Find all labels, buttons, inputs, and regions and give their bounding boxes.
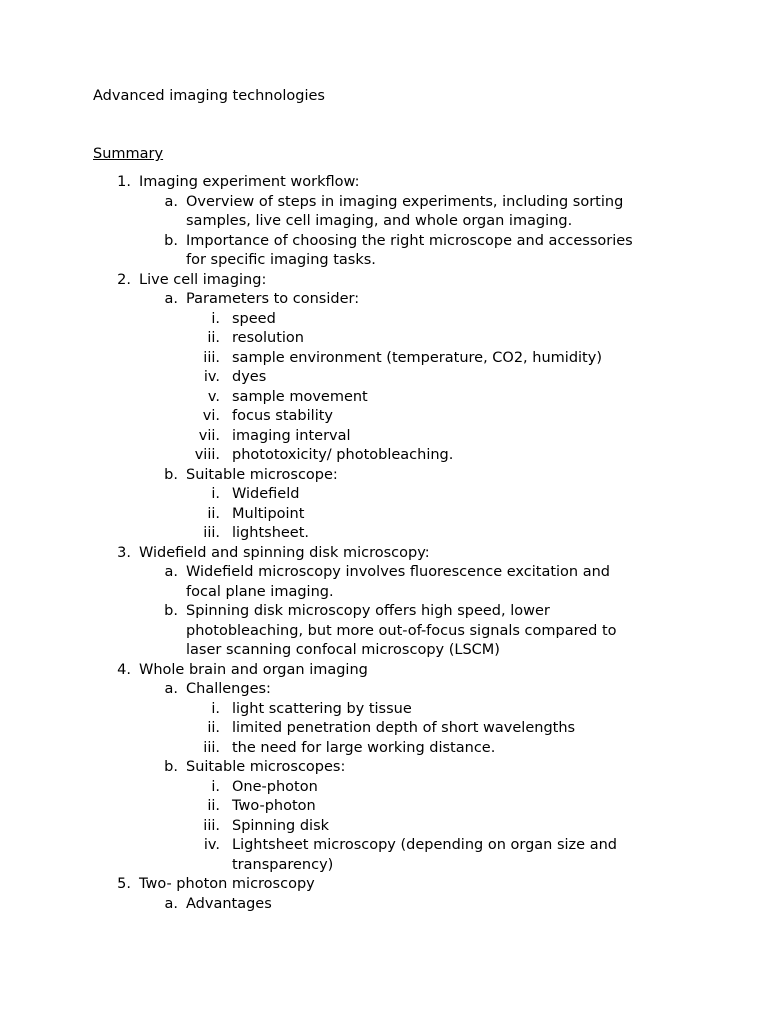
outline-item-level-3 bbox=[0, 524, 768, 544]
outline-item-level-2 bbox=[0, 193, 768, 232]
summary-heading: Summary bbox=[93, 146, 164, 162]
list-item-text: Advantages bbox=[186, 895, 272, 912]
list-item-text: Parameters to consider: bbox=[186, 291, 360, 307]
outline-item-level-1 bbox=[0, 875, 768, 895]
list-item-text: sample movement bbox=[232, 388, 368, 405]
list-marker: vi. bbox=[202, 408, 220, 424]
list-marker: v. bbox=[207, 388, 220, 405]
list-item-text: Multipoint bbox=[232, 505, 305, 522]
outline-item-level-3 bbox=[0, 446, 768, 466]
list-marker: ii. bbox=[207, 798, 220, 814]
list-item-text: Overview of steps in imaging experiments, including sorting bbox=[186, 193, 624, 210]
list-item-text: Lightsheet microscopy (depending on organ size and bbox=[232, 837, 617, 853]
list-item-text: Two-photon bbox=[232, 798, 316, 814]
list-marker: ii. bbox=[207, 720, 220, 736]
list-marker: a. bbox=[164, 895, 178, 912]
list-marker: iii. bbox=[203, 817, 220, 834]
outline-item-level-3 bbox=[0, 505, 768, 525]
outline-item-level-3 bbox=[0, 427, 768, 447]
list-marker: i. bbox=[211, 700, 220, 717]
list-marker: iv. bbox=[203, 837, 220, 853]
list-item-text: Two- photon microscopy bbox=[139, 876, 315, 892]
list-item-text: Suitable microscope: bbox=[186, 466, 338, 483]
list-item-text: speed bbox=[232, 310, 276, 327]
list-item-text: One-photon bbox=[232, 778, 318, 795]
list-item-text: Importance of choosing the right microscope and accessories bbox=[186, 232, 633, 249]
list-item-text: samples, live cell imaging, and whole organ imaging. bbox=[186, 213, 573, 229]
outline-item-level-2 bbox=[0, 232, 768, 271]
outline-item-level-2 bbox=[0, 563, 768, 602]
list-marker: i. bbox=[211, 778, 220, 795]
list-item-text: Suitable microscopes: bbox=[186, 759, 346, 775]
list-item-text: transparency) bbox=[232, 856, 334, 873]
list-marker: b. bbox=[164, 232, 178, 249]
list-item-text: Whole brain and organ imaging bbox=[139, 661, 368, 678]
outline-item-level-1 bbox=[0, 173, 768, 193]
list-marker: ii. bbox=[207, 505, 220, 522]
outline-item-level-3 bbox=[0, 310, 768, 330]
outline-item-level-3 bbox=[0, 797, 768, 817]
list-marker: 3. bbox=[117, 544, 131, 561]
list-item-text: Imaging experiment workflow: bbox=[139, 174, 360, 190]
list-item-text: Spinning disk bbox=[232, 817, 330, 834]
list-item-text: lightsheet. bbox=[232, 525, 310, 541]
list-item-text: Widefield microscopy involves fluorescence excitation and bbox=[186, 564, 610, 580]
list-marker: b. bbox=[164, 603, 178, 619]
outline-item-level-3 bbox=[0, 388, 768, 408]
list-item-text: limited penetration depth of short wavelengths bbox=[232, 720, 576, 736]
list-marker: iv. bbox=[203, 369, 220, 385]
list-item-text: for specific imaging tasks. bbox=[186, 252, 376, 268]
outline-item-level-2 bbox=[0, 602, 768, 661]
outline-item-level-3 bbox=[0, 329, 768, 349]
outline-item-level-3 bbox=[0, 700, 768, 720]
outline-item-level-3 bbox=[0, 836, 768, 875]
list-item-text: Widefield and spinning disk microscopy: bbox=[139, 544, 430, 561]
list-item-text: laser scanning confocal microscopy (LSCM) bbox=[186, 642, 500, 658]
list-marker: 4. bbox=[117, 661, 131, 678]
list-marker: iii. bbox=[203, 739, 220, 756]
outline-item-level-3 bbox=[0, 485, 768, 505]
list-marker: i. bbox=[211, 310, 220, 327]
list-marker: b. bbox=[164, 759, 178, 775]
list-marker: a. bbox=[164, 681, 178, 697]
list-item-text: phototoxicity/ photobleaching. bbox=[232, 447, 454, 463]
outline-item-level-1 bbox=[0, 271, 768, 291]
outline-item-level-3 bbox=[0, 739, 768, 759]
list-item-text: focal plane imaging. bbox=[186, 583, 334, 600]
outline-item-level-1 bbox=[0, 544, 768, 564]
list-marker: 2. bbox=[117, 271, 131, 288]
list-marker: a. bbox=[164, 193, 178, 210]
list-item-text: Spinning disk microscopy offers high speed, lower bbox=[186, 603, 550, 619]
outline-item-level-1 bbox=[0, 661, 768, 681]
outline-item-level-2 bbox=[0, 895, 768, 915]
list-marker: iii. bbox=[203, 525, 220, 541]
list-marker: ii. bbox=[207, 330, 220, 346]
outline-item-level-3 bbox=[0, 368, 768, 388]
list-marker: 1. bbox=[117, 174, 131, 190]
list-item-text: resolution bbox=[232, 330, 304, 346]
outline-item-level-3 bbox=[0, 778, 768, 798]
list-marker: vii. bbox=[198, 427, 220, 444]
list-marker: 5. bbox=[117, 876, 131, 892]
list-item-text: focus stability bbox=[232, 408, 333, 424]
outline-item-level-3 bbox=[0, 349, 768, 369]
list-item-text: Widefield bbox=[232, 486, 300, 502]
list-item-text: the need for large working distance. bbox=[232, 739, 496, 756]
list-marker: viii. bbox=[194, 447, 220, 463]
outline-item-level-3 bbox=[0, 719, 768, 739]
list-marker: b. bbox=[164, 466, 178, 483]
list-item-text: imaging interval bbox=[232, 427, 351, 444]
list-item-text: Live cell imaging: bbox=[139, 271, 267, 288]
list-marker: a. bbox=[164, 291, 178, 307]
list-item-text: photobleaching, but more out-of-focus signals compared to bbox=[186, 622, 617, 639]
outline-item-level-2 bbox=[0, 290, 768, 310]
list-item-text: Challenges: bbox=[186, 681, 271, 697]
outline-item-level-2 bbox=[0, 466, 768, 486]
list-item-text: sample environment (temperature, CO2, humidity) bbox=[232, 349, 602, 366]
list-marker: a. bbox=[164, 564, 178, 580]
list-marker: i. bbox=[211, 486, 220, 502]
summary-outline bbox=[0, 173, 768, 914]
outline-item-level-3 bbox=[0, 817, 768, 837]
outline-item-level-2 bbox=[0, 758, 768, 778]
list-marker: iii. bbox=[203, 349, 220, 366]
document-title: Advanced imaging technologies bbox=[93, 88, 325, 104]
outline-item-level-3 bbox=[0, 407, 768, 427]
list-item-text: light scattering by tissue bbox=[232, 700, 412, 717]
outline-item-level-2 bbox=[0, 680, 768, 700]
list-item-text: dyes bbox=[232, 369, 267, 385]
